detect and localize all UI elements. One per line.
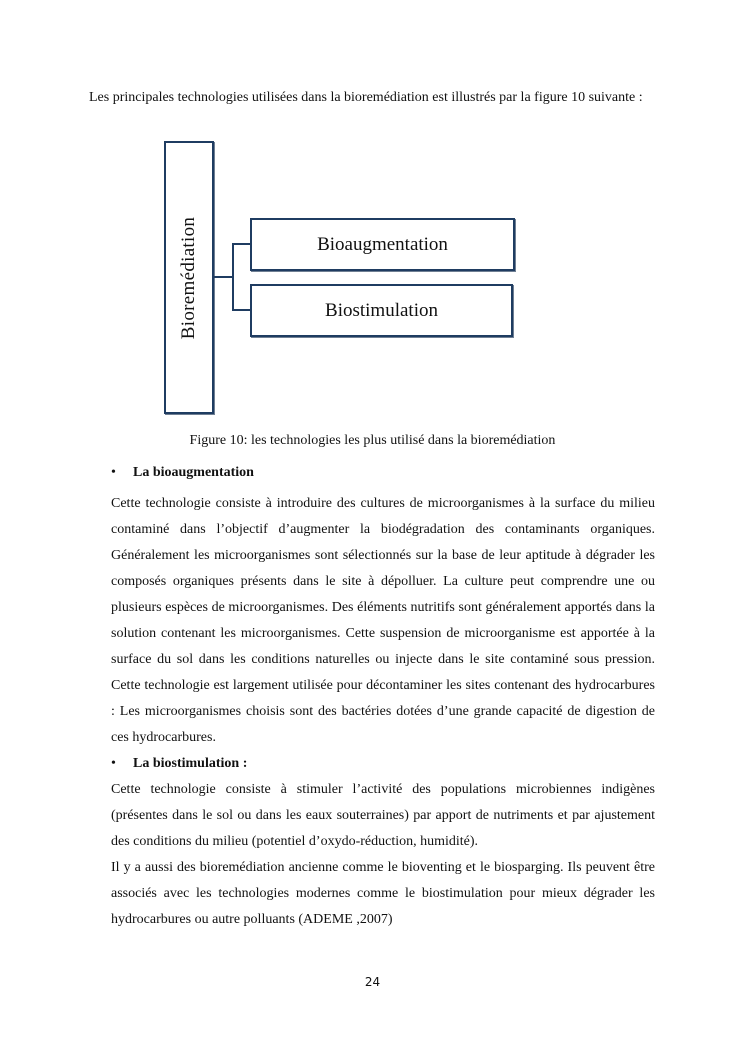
diagram-child-biostimulation: Biostimulation — [250, 284, 513, 337]
connector-branch-1 — [232, 243, 251, 245]
biostimulation-paragraph: Cette technologie consiste à stimuler l’activité des populations microbiennes indigènes (présentes dans le sol ou dans les eaux souterraines) par apport de nutriments et par ajustement des conditions du milieu (potentiel d’oxydo-réduction, humidité). — [111, 782, 655, 849]
biostimulation-heading — [111, 755, 247, 773]
connector-branch-2 — [232, 309, 251, 311]
page-number: 24 — [364, 975, 381, 989]
diagram-child-bioaugmentation: Bioaugmentation — [250, 218, 515, 271]
connector-stem — [214, 276, 234, 278]
closing-paragraph: Il y a aussi des bioremédiation ancienne comme le bioventing et le biosparging. Ils peuvent être associés avec les technologies modernes comme le biostimulation pour mieux dégrader les hydrocarbures ou autre polluants (ADEME ,2007) — [111, 860, 655, 927]
bullet-icon: • — [111, 465, 116, 480]
bioaugmentation-heading-text: La bioaugmentation — [133, 465, 254, 480]
bioremediation-diagram — [0, 0, 745, 430]
bioaugmentation-heading — [111, 464, 254, 482]
diagram-root-box — [164, 141, 214, 414]
figure-caption: Figure 10: les technologies les plus utilisé dans la bioremédiation — [189, 433, 556, 448]
bullet-icon: • — [111, 756, 116, 771]
connector-vertical — [232, 243, 234, 311]
intro-paragraph: Les principales technologies utilisées dans la bioremédiation est illustrés par la figure 10 suivante : — [89, 90, 643, 105]
diagram-root-label: Bioremédiation — [178, 216, 199, 339]
bioaugmentation-paragraph: Cette technologie consiste à introduire des cultures de microorganismes à la surface du milieu contaminé dans l’objectif d’augmenter la biodégradation des contaminants organiques. Généralement les microorganismes sont sélectionnés sur la base de leur aptitude à dégrader les composés organiques présents dans le site à dépolluer. La culture peut comprendre une ou plusieurs espèces de microorganismes. Des éléments nutritifs sont généralement apportés dans la solution contenant les microorganismes. Cette suspension de microorganisme est apportée à la surface du sol dans les conditions naturelles ou injecte dans le site contaminé sous pression. Cette technologie est largement utilisée pour décontaminer les sites contenant des hydrocarbures : Les microorganismes choisis sont des bactéries dotées d’une grande capacité de digestion de ces hydrocarbures. — [111, 496, 655, 745]
biostimulation-heading-text: La biostimulation : — [133, 756, 248, 771]
